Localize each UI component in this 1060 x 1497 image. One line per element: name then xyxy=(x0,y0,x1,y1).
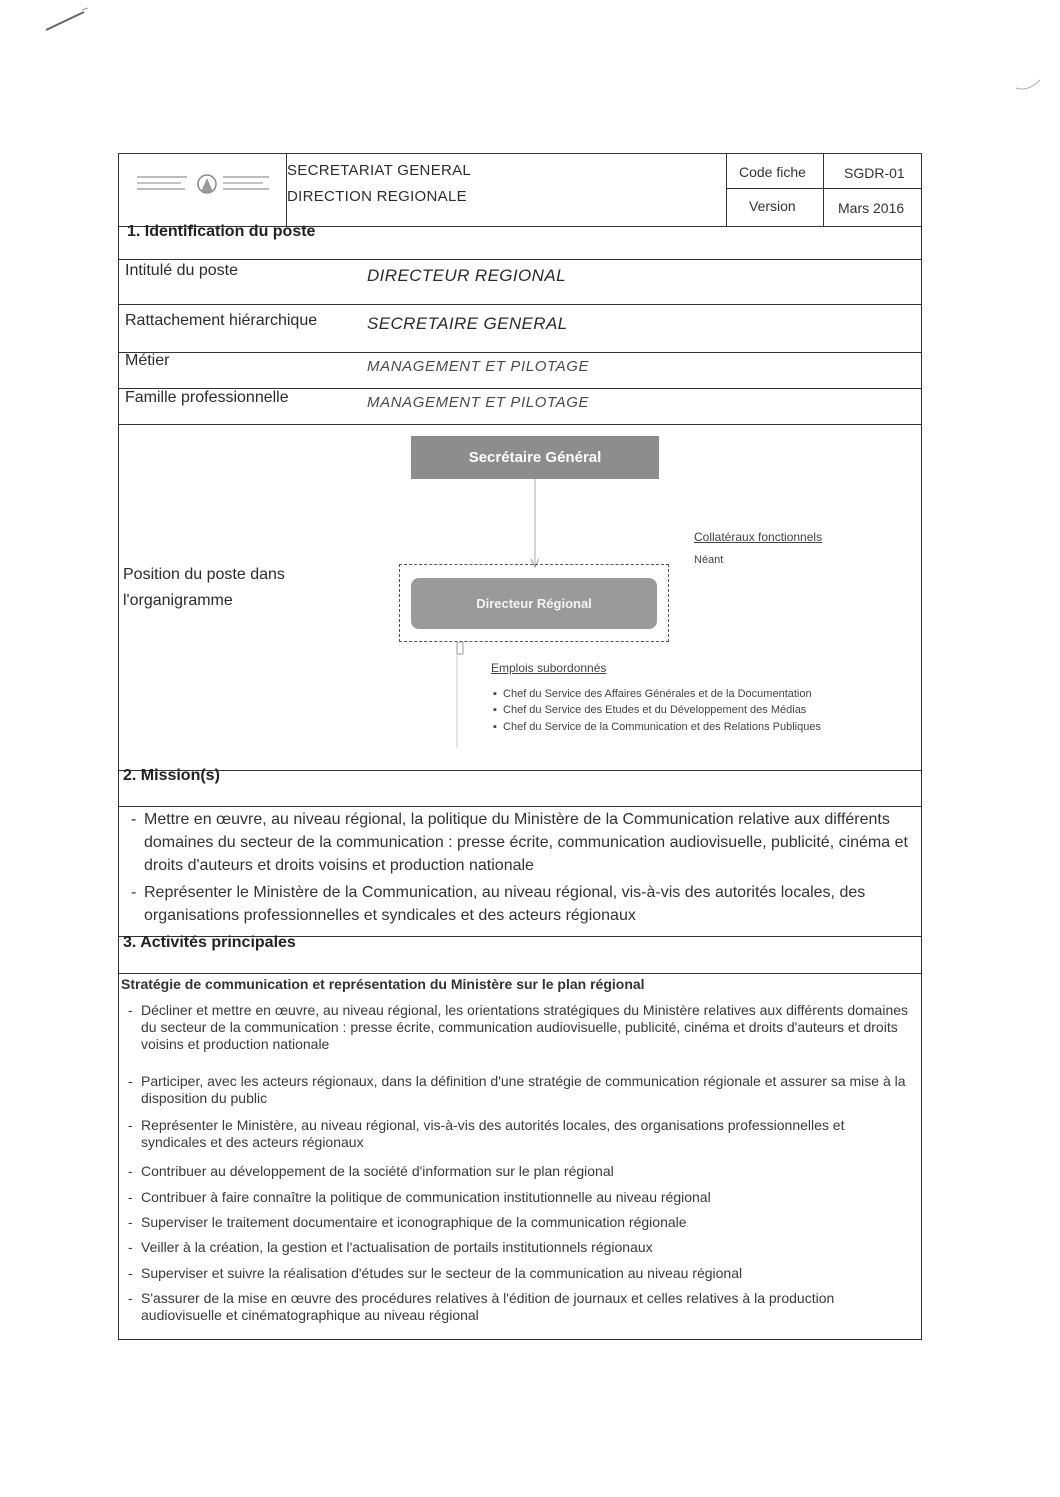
activity-item: - Superviser le traitement documentaire et iconographique de la communication régionale xyxy=(128,1214,687,1230)
row-intitule-label: Intitulé du poste xyxy=(125,262,238,279)
connector-arrow-icon xyxy=(519,479,539,569)
version-value: Mars 2016 xyxy=(838,200,905,216)
section-activites-title: 3. Activités principales xyxy=(123,934,296,951)
mission-item: - Représenter le Ministère de la Communication, au niveau régional, vis-à-vis des autorités locales, des organisations professionnelles et syndicales et des acteurs régionaux xyxy=(131,884,866,924)
emblem-icon xyxy=(125,162,285,210)
section-mission-title: 2. Mission(s) xyxy=(123,767,220,784)
subordinate-connector xyxy=(455,642,467,750)
row-rattachement-label: Rattachement hiérarchique xyxy=(125,312,318,329)
collateraux-value: Néant xyxy=(694,554,724,566)
bullet-icon: ▪ xyxy=(493,721,504,733)
row-metier-label: Métier xyxy=(125,352,170,369)
position-label-line-2: l'organigramme xyxy=(123,592,233,609)
row-intitule-value: DIRECTEUR REGIONAL xyxy=(367,266,566,285)
collateraux-title: Collatéraux fonctionnels xyxy=(694,530,823,544)
activity-item: - Représenter le Ministère, au niveau régional, vis-à-vis des autorités locales, des organisations professionnelles et syndicales et des acteurs régionaux xyxy=(128,1117,845,1150)
activity-item: - Contribuer au développement de la société d'information sur le plan régional xyxy=(128,1163,614,1179)
activites-subtitle: Stratégie de communication et représentation du Ministère sur le plan régional xyxy=(121,976,645,992)
activity-item: - Superviser et suivre la réalisation d'études sur le secteur de la communication au niveau régional xyxy=(128,1265,743,1281)
mission-item: - Mettre en œuvre, au niveau régional, la politique du Ministère de la Communication relative aux différents domaines du secteur de la communication : presse écrite, communication audiovisuelle, publicité, cinéma et droits d'auteurs et droits voisins et production nationale xyxy=(131,811,908,874)
version-label: Version xyxy=(749,198,796,214)
job-description-sheet xyxy=(118,153,922,1340)
activity-item: - Contribuer à faire connaître la politique de communication institutionnelle au niveau régional xyxy=(128,1189,711,1205)
org-box-secretaire-general: Secrétaire Général xyxy=(411,436,659,479)
ministry-logo xyxy=(125,162,285,210)
corner-mark-decoration xyxy=(1014,78,1042,92)
activity-item: - Veiller à la création, la gestion et l'actualisation de portails institutionnels régionaux xyxy=(128,1239,653,1255)
section-identification-title: 1. Identification du poste xyxy=(127,223,316,240)
code-fiche-value: SGDR-01 xyxy=(844,165,905,181)
row-rattachement-value: SECRETAIRE GENERAL xyxy=(367,314,568,333)
bullet-icon: ▪ xyxy=(493,688,504,700)
subordonne-item: ▪ Chef du Service de la Communication et des Relations Publiques xyxy=(493,721,821,733)
row-metier-value: MANAGEMENT ET PILOTAGE xyxy=(367,358,590,375)
bullet-icon: ▪ xyxy=(493,704,504,716)
position-label-line-1: Position du poste dans xyxy=(123,566,285,583)
pen-mark-decoration xyxy=(44,4,90,34)
row-famille-label: Famille professionnelle xyxy=(125,389,289,406)
subordonne-item: ▪ Chef du Service des Etudes et du Développement des Médias xyxy=(493,704,807,716)
org-line-1: SECRETARIAT GENERAL xyxy=(287,162,472,179)
activity-item: - Participer, avec les acteurs régionaux, dans la définition d'une stratégie de communication régionale et assurer sa mise à la disposition du public xyxy=(128,1073,906,1106)
row-famille-value: MANAGEMENT ET PILOTAGE xyxy=(367,394,590,411)
subordonne-item: ▪ Chef du Service des Affaires Générales et de la Documentation xyxy=(493,688,812,700)
org-box-directeur-regional: Directeur Régional xyxy=(411,578,657,629)
activity-item: - S'assurer de la mise en œuvre des procédures relatives à l'édition de journaux et celles relatives à la production audiovisuelle et cinématographique au niveau régional xyxy=(128,1290,835,1323)
subordonnes-title: Emplois subordonnés xyxy=(491,661,607,675)
code-fiche-label: Code fiche xyxy=(739,164,806,180)
org-line-2: DIRECTION REGIONALE xyxy=(287,188,467,205)
activity-item: - Décliner et mettre en œuvre, au niveau régional, les orientations stratégiques du Ministère relatives aux différents domaines du secteur de la communication : presse écrite, communication audiovisuelle, publicité, cinéma et droits d'auteurs et droits voisins et production nationale xyxy=(128,1002,909,1052)
